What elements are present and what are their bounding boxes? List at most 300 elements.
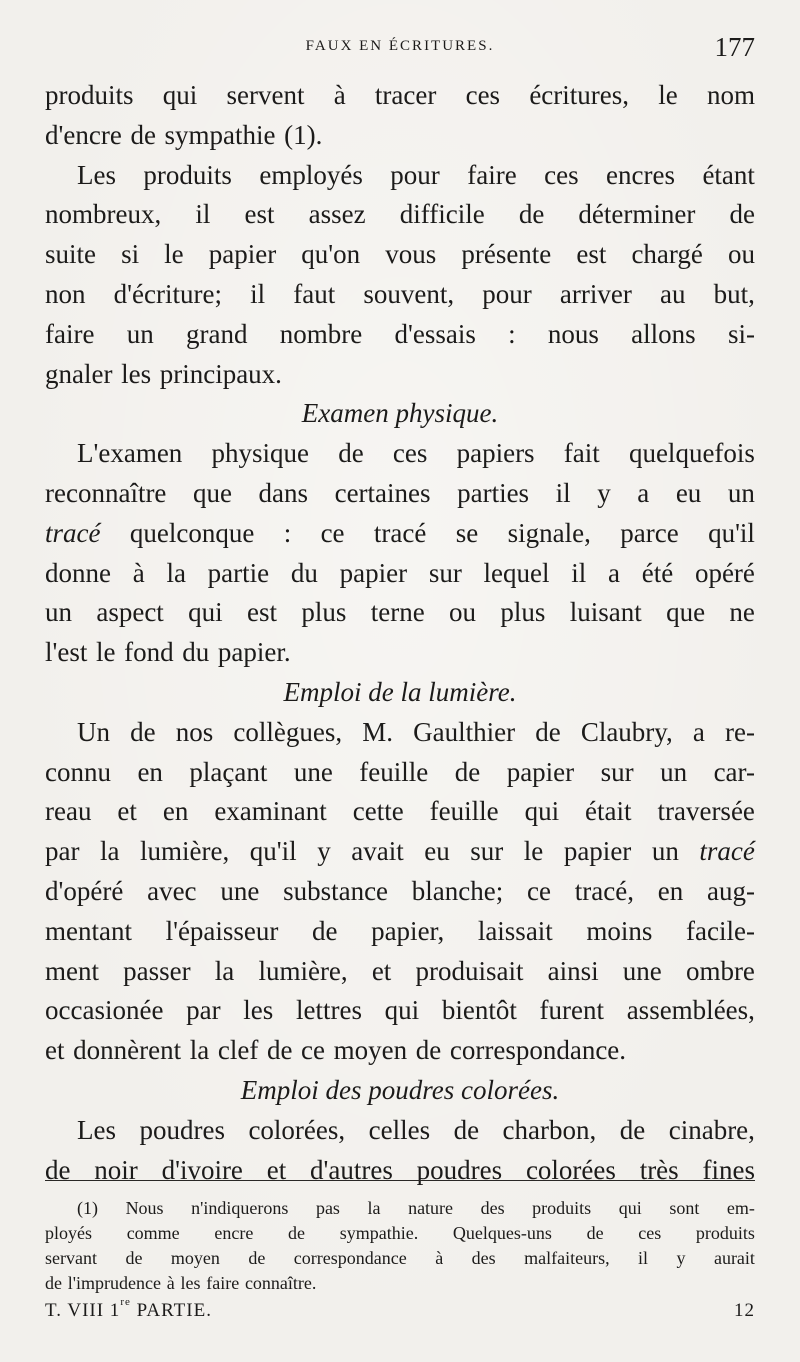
word: qu'il [249, 836, 297, 867]
word: ment [45, 955, 99, 986]
word: un [651, 836, 679, 867]
word: moyen [333, 1035, 408, 1066]
word: sympathie [164, 119, 276, 150]
word: laissait [477, 915, 553, 946]
word: furent [539, 995, 605, 1026]
text-line [45, 434, 755, 474]
word: les [243, 995, 274, 1026]
word: pour [390, 159, 440, 190]
word: qui [618, 1198, 642, 1218]
word: lequel [483, 557, 550, 588]
word: les [180, 1273, 201, 1293]
word: souvent, [363, 278, 455, 309]
paragraph-1 [45, 76, 755, 156]
word: il [250, 278, 266, 309]
word: papier [339, 557, 408, 588]
word: servant [45, 1248, 97, 1268]
word: a [608, 557, 620, 588]
word: tracé [373, 517, 427, 548]
word: plus [301, 597, 347, 628]
word: sympathie. [339, 1223, 419, 1243]
word: les [121, 358, 152, 389]
word: que [192, 477, 232, 508]
text-line [45, 554, 755, 594]
text-line [45, 593, 755, 633]
word: la [100, 836, 120, 867]
text-line [45, 1246, 755, 1271]
word: ne [729, 597, 755, 628]
word: Les [77, 1114, 116, 1145]
text-line [45, 952, 755, 992]
word: qui [188, 597, 223, 628]
word: la [189, 1035, 210, 1066]
word: très [639, 1154, 679, 1185]
word: à [132, 557, 145, 588]
word: d'ivoire [161, 1154, 243, 1185]
text-line [45, 1151, 755, 1191]
word: traversée [657, 796, 755, 827]
word: : [283, 517, 292, 548]
word: M. [362, 716, 393, 747]
word: est [576, 239, 607, 270]
word: terne [370, 597, 425, 628]
word: ces [465, 80, 501, 110]
word: lumière, [258, 955, 348, 986]
word: et [45, 1035, 65, 1066]
word: blanche; [411, 875, 504, 906]
section-heading-emploi-poudres: Emploi des poudres colorées. [240, 1074, 560, 1105]
word: servent [226, 80, 305, 110]
word: correspondance [293, 1248, 407, 1268]
word: de [729, 199, 755, 230]
word: physique [211, 438, 310, 469]
word: collègues, [233, 716, 343, 747]
section-heading-emploi-lumiere: Emploi de la lumière. [283, 676, 517, 707]
word: charbon, [502, 1114, 597, 1145]
word: de [288, 1223, 306, 1243]
word: plaçant [189, 756, 268, 787]
text-line [45, 1271, 755, 1296]
word: cinabre, [668, 1114, 755, 1145]
word: du [182, 637, 210, 668]
text-line [45, 991, 755, 1031]
word: ces [544, 159, 579, 190]
word: de [535, 716, 561, 747]
word: un [126, 318, 154, 349]
word: faire [206, 1273, 240, 1293]
text-line [45, 76, 755, 116]
word: moyen [170, 1248, 220, 1268]
word: qui [162, 80, 198, 110]
word: la [367, 1198, 381, 1218]
word: de [454, 756, 481, 787]
word: luisant [569, 597, 642, 628]
word: il [638, 1248, 649, 1268]
word: poudres [416, 1154, 503, 1185]
word: Gaulthier [413, 716, 516, 747]
word: et [266, 1154, 287, 1185]
word: grand [185, 318, 248, 349]
text-line [45, 633, 755, 673]
word: en [657, 875, 684, 906]
word: suite [45, 239, 96, 270]
word: certaines [334, 477, 431, 508]
word: encre [214, 1223, 254, 1243]
word: faut [293, 278, 336, 309]
signature-superscript: re [120, 1296, 131, 1308]
body-text [45, 76, 755, 1190]
word: ployés [45, 1223, 92, 1243]
word: de [266, 1035, 293, 1066]
word: produisait [415, 955, 524, 986]
word: sur [428, 557, 462, 588]
word: ces [638, 1223, 662, 1243]
word: de [518, 199, 545, 230]
word: Un [77, 716, 110, 747]
word: : [508, 318, 516, 349]
word: passer [123, 955, 191, 986]
word: arriver [559, 278, 632, 309]
word: produits [143, 159, 232, 190]
word: quelquefois [628, 438, 755, 469]
text-line [45, 116, 755, 156]
word: été [641, 557, 674, 588]
word: nos [175, 716, 214, 747]
word: pas [315, 1198, 340, 1218]
word: de [45, 1154, 71, 1185]
word: (1) [77, 1198, 98, 1218]
text-line [45, 1196, 755, 1221]
word: une [622, 955, 662, 986]
word: examinant [214, 796, 327, 827]
word: feuille [429, 796, 499, 827]
word: quelconque [129, 517, 255, 548]
text-line [45, 474, 755, 514]
word: vous [385, 239, 437, 270]
word: comme [126, 1223, 180, 1243]
word: le [523, 836, 544, 867]
word: mentant [45, 915, 132, 946]
word: assemblées, [626, 995, 755, 1026]
word: tracé [45, 517, 101, 548]
word: occasionée [45, 995, 164, 1026]
word: produits [532, 1198, 592, 1218]
word: le [95, 637, 116, 668]
page-footer [45, 1296, 755, 1330]
word: fines [702, 1154, 755, 1185]
word: en [137, 756, 163, 787]
word: reau [45, 796, 92, 827]
word: par [45, 836, 80, 867]
word: lettres [295, 995, 362, 1026]
word: est [244, 199, 275, 230]
word: parties [457, 477, 530, 508]
word: d'opéré [45, 875, 124, 906]
word: de [338, 438, 364, 469]
word: de [130, 716, 156, 747]
word: papier [506, 756, 575, 787]
word: encres [606, 159, 675, 190]
text-line [45, 235, 755, 275]
word: des [471, 1248, 496, 1268]
word: re- [725, 716, 755, 747]
word: à [166, 1273, 175, 1293]
word: malfaiteurs, [524, 1248, 610, 1268]
text-line [45, 514, 755, 554]
word: le [164, 239, 184, 270]
word: l'est [45, 637, 88, 668]
word: tracer [374, 80, 437, 110]
word: nombre [279, 318, 363, 349]
word: d'essais [394, 318, 476, 349]
page-header [45, 32, 755, 72]
word: en [162, 796, 189, 827]
word: moins [586, 915, 653, 946]
word: Les [77, 159, 116, 190]
word: colorées, [248, 1114, 346, 1145]
signature-main: T. VIII 1 [45, 1300, 121, 1321]
word: d'autres [310, 1154, 393, 1185]
word: de [125, 1248, 143, 1268]
word: allons [631, 318, 696, 349]
word: tracé, [574, 875, 634, 906]
word: de [312, 915, 338, 946]
word: chargé [631, 239, 703, 270]
signature-mark [45, 1296, 212, 1322]
word: poudres [139, 1114, 225, 1145]
word: non [45, 278, 86, 309]
word: sur [470, 836, 504, 867]
text-line [45, 195, 755, 235]
word: signale, [507, 517, 591, 548]
word: gnaler [45, 358, 113, 389]
word: papier [208, 239, 277, 270]
word: était [585, 796, 632, 827]
word: car- [713, 756, 755, 787]
footnote-rule [45, 1180, 755, 1181]
word: nous [547, 318, 599, 349]
word: bientôt [441, 995, 517, 1026]
word: un [45, 597, 72, 628]
word: connu [45, 756, 111, 787]
word: ce [301, 1035, 326, 1066]
word: d'écriture; [113, 278, 222, 309]
word: qui [384, 995, 420, 1026]
word: tracé [699, 836, 755, 867]
word: eu [424, 836, 450, 867]
word: présente [461, 239, 552, 270]
word: au [660, 278, 686, 309]
word: substance [283, 875, 389, 906]
word: de [248, 1248, 266, 1268]
word: produits [695, 1223, 755, 1243]
word: si [121, 239, 140, 270]
word: ou [449, 597, 477, 628]
word: eu [675, 477, 702, 508]
word: il [555, 477, 571, 508]
word: de [453, 1114, 480, 1145]
word: ainsi [547, 955, 599, 986]
word: il [571, 557, 587, 588]
word: avec [147, 875, 197, 906]
word: Nous [125, 1198, 164, 1218]
paragraph-4 [45, 713, 755, 1071]
text-line [45, 275, 755, 315]
word: opéré [694, 557, 755, 588]
word: ce [320, 517, 345, 548]
word: aug- [706, 875, 755, 906]
word: noir [94, 1154, 138, 1185]
word: a [637, 477, 650, 508]
word: papier [563, 836, 632, 867]
word: la [166, 557, 186, 588]
word: un [727, 477, 755, 508]
word: reconnaître [45, 477, 167, 508]
word: facile- [686, 915, 755, 946]
word: une [220, 875, 260, 906]
word: et [371, 955, 392, 986]
word: y [676, 1248, 686, 1268]
page-number: 177 [714, 32, 755, 62]
signature-rest: PARTIE. [130, 1300, 212, 1321]
text-line [45, 872, 755, 912]
word: qu'on [301, 239, 361, 270]
word: (1). [284, 119, 323, 150]
paragraph-3 [45, 434, 755, 673]
word: étant [702, 159, 755, 190]
word: est [247, 597, 278, 628]
paragraph-5 [45, 1111, 755, 1191]
word: employés [259, 159, 363, 190]
word: principaux. [159, 358, 282, 389]
word: clef [217, 1035, 259, 1066]
word: qui [524, 796, 560, 827]
word: d'encre [45, 119, 122, 150]
word: L'examen [77, 438, 183, 469]
word: il [195, 199, 211, 230]
word: de [415, 1035, 442, 1066]
text-line [45, 713, 755, 753]
word: lumière, [140, 836, 230, 867]
text-line [45, 156, 755, 196]
paragraph-2 [45, 156, 755, 395]
text-line [45, 912, 755, 952]
word: nom [706, 80, 755, 110]
word: nombreux, [45, 199, 162, 230]
word: fait [563, 438, 600, 469]
word: aurait [713, 1248, 755, 1268]
word: de [619, 1114, 646, 1145]
word: cette [352, 796, 404, 827]
word: feuille [359, 756, 429, 787]
word: ce [527, 875, 551, 906]
word: donne [45, 557, 111, 588]
word: de [130, 119, 156, 150]
word: faire [467, 159, 517, 190]
word: aspect [96, 597, 164, 628]
word: par [186, 995, 221, 1026]
word: donnèrent [73, 1035, 182, 1066]
word: difficile [399, 199, 485, 230]
text-line [45, 1221, 755, 1246]
word: sont [669, 1198, 700, 1218]
word: fond [124, 637, 174, 668]
word: de [586, 1223, 604, 1243]
word: si- [727, 318, 755, 349]
word: em- [726, 1198, 755, 1218]
word: pour [482, 278, 532, 309]
word: qu'il [708, 517, 755, 548]
word: y [597, 477, 611, 508]
word: produits [45, 80, 134, 110]
word: l'imprudence [67, 1273, 161, 1293]
word: des [480, 1198, 505, 1218]
footnote [45, 1196, 755, 1296]
signature-number: 12 [734, 1300, 755, 1321]
word: à [333, 80, 346, 110]
word: plus [500, 597, 546, 628]
word: du [290, 557, 318, 588]
word: ombre [685, 955, 755, 986]
section-heading-examen-physique: Examen physique. [301, 398, 499, 429]
word: déterminer [578, 199, 696, 230]
word: assez [308, 199, 366, 230]
running-head: FAUX EN ÉCRITURES. [305, 38, 495, 54]
word: nature [408, 1198, 454, 1218]
word: celles [368, 1114, 431, 1145]
word: connaître. [244, 1273, 317, 1293]
text-line [45, 355, 755, 395]
word: sur [600, 756, 634, 787]
text-line [45, 832, 755, 872]
word: se [455, 517, 479, 548]
word: avait [351, 836, 404, 867]
word: n'indiquerons [191, 1198, 289, 1218]
text-line [45, 1031, 755, 1071]
text-line [45, 753, 755, 793]
word: correspondance. [449, 1035, 627, 1066]
word: Quelques-uns [452, 1223, 552, 1243]
text-line [45, 1111, 755, 1151]
word: papier. [217, 637, 291, 668]
word: écritures, [529, 80, 630, 110]
word: Claubry, [580, 716, 673, 747]
word: le [658, 80, 678, 110]
word: ces [392, 438, 428, 469]
word: papiers [456, 438, 535, 469]
word: y [317, 836, 331, 867]
word: à [435, 1248, 444, 1268]
word: faire [45, 318, 95, 349]
word: colorées [525, 1154, 616, 1185]
text-line [45, 315, 755, 355]
word: et [117, 796, 137, 827]
word: partie [207, 557, 270, 588]
word: l'épaisseur [165, 915, 279, 946]
word: une [293, 756, 333, 787]
word: dans [258, 477, 309, 508]
word: la [214, 955, 235, 986]
word: papier, [371, 915, 445, 946]
word: de [45, 1273, 62, 1293]
word: que [666, 597, 706, 628]
text-line [45, 792, 755, 832]
word: ou [728, 239, 755, 270]
word: but, [713, 278, 755, 309]
word: un [660, 756, 688, 787]
word: a [692, 716, 705, 747]
word: parce [620, 517, 679, 548]
